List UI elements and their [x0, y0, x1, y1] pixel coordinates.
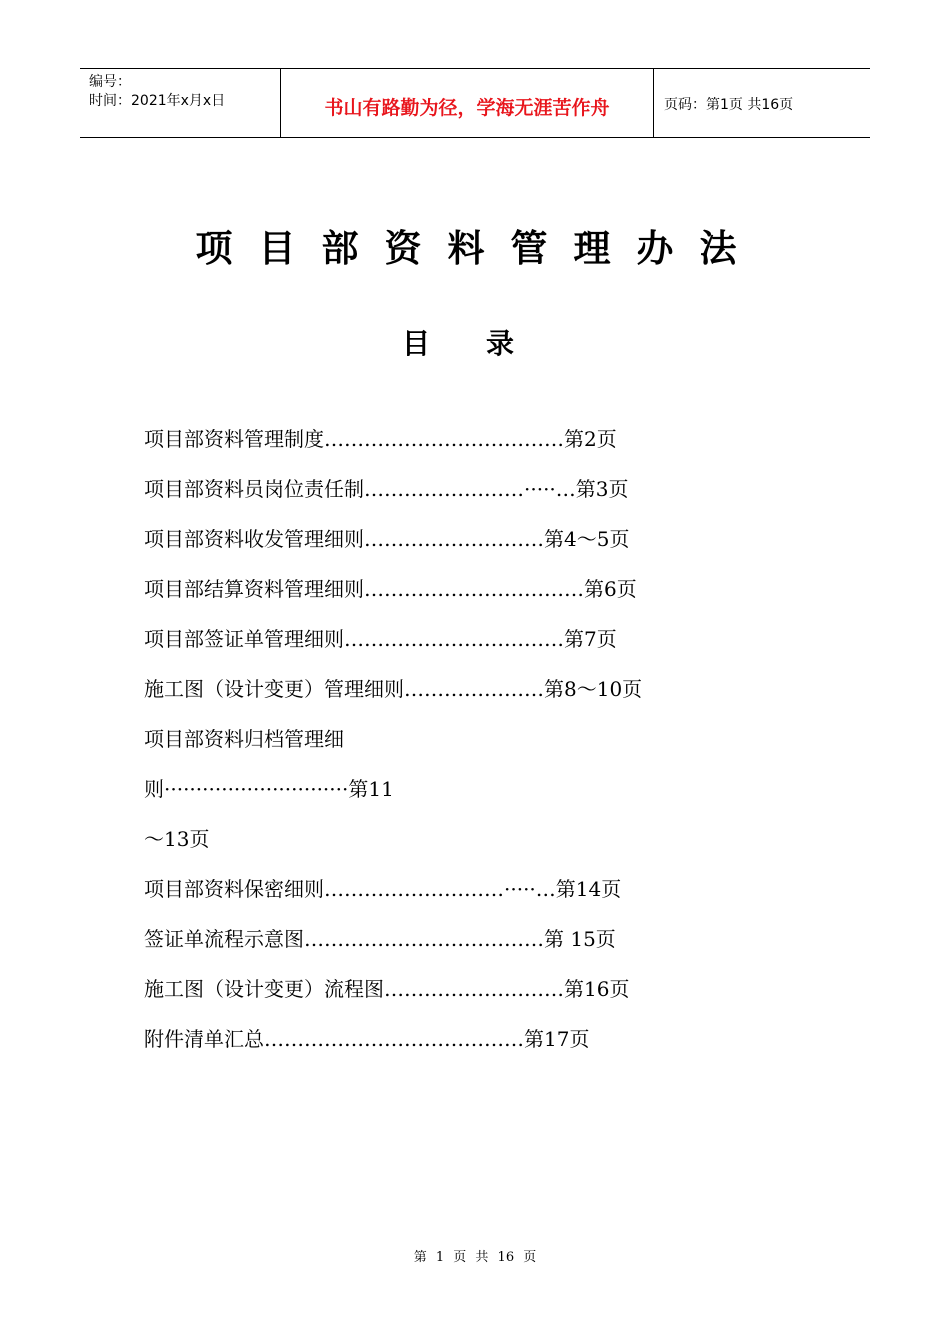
time-label: 时间：2021年x月x日: [89, 93, 226, 109]
toc-item[interactable]: 项目部资料管理制度………………………………第2页: [144, 427, 617, 451]
table-of-contents: [144, 424, 824, 1074]
toc-item[interactable]: 项目部资料保密细则………………………·····…第14页: [144, 877, 622, 901]
toc-item[interactable]: 附件清单汇总…………………………………第17页: [144, 1027, 590, 1051]
toc-item[interactable]: 则·····························第11: [144, 777, 394, 801]
toc-item[interactable]: 项目部资料归档管理细: [144, 727, 344, 751]
header-table: [80, 68, 870, 138]
toc-heading: 目录: [401, 327, 570, 360]
toc-item[interactable]: ～13页: [144, 827, 210, 851]
header-motto: 书山有路勤为径，学海无涯苦作舟: [281, 69, 654, 137]
page-footer: 第 1 页 共 16 页: [413, 1250, 537, 1265]
toc-item[interactable]: 项目部资料员岗位责任制……………………·····…第3页: [144, 477, 629, 501]
header-page-code: 页码：第1页 共16页: [664, 97, 794, 113]
toc-item[interactable]: 项目部结算资料管理细则……………………………第6页: [144, 577, 637, 601]
toc-item[interactable]: 施工图（设计变更）管理细则…………………第8～10页: [144, 677, 643, 701]
toc-item[interactable]: 项目部签证单管理细则……………………………第7页: [144, 627, 617, 651]
page-title: 项目部资料管理办法: [195, 227, 763, 270]
serial-number-label: 编号：: [89, 74, 131, 90]
toc-item[interactable]: 施工图（设计变更）流程图………………………第16页: [144, 977, 630, 1001]
toc-item[interactable]: 项目部资料收发管理细则………………………第4～5页: [144, 527, 630, 551]
toc-item[interactable]: 签证单流程示意图………………………………第 15页: [144, 927, 616, 951]
header-meta-cell: [80, 69, 281, 137]
